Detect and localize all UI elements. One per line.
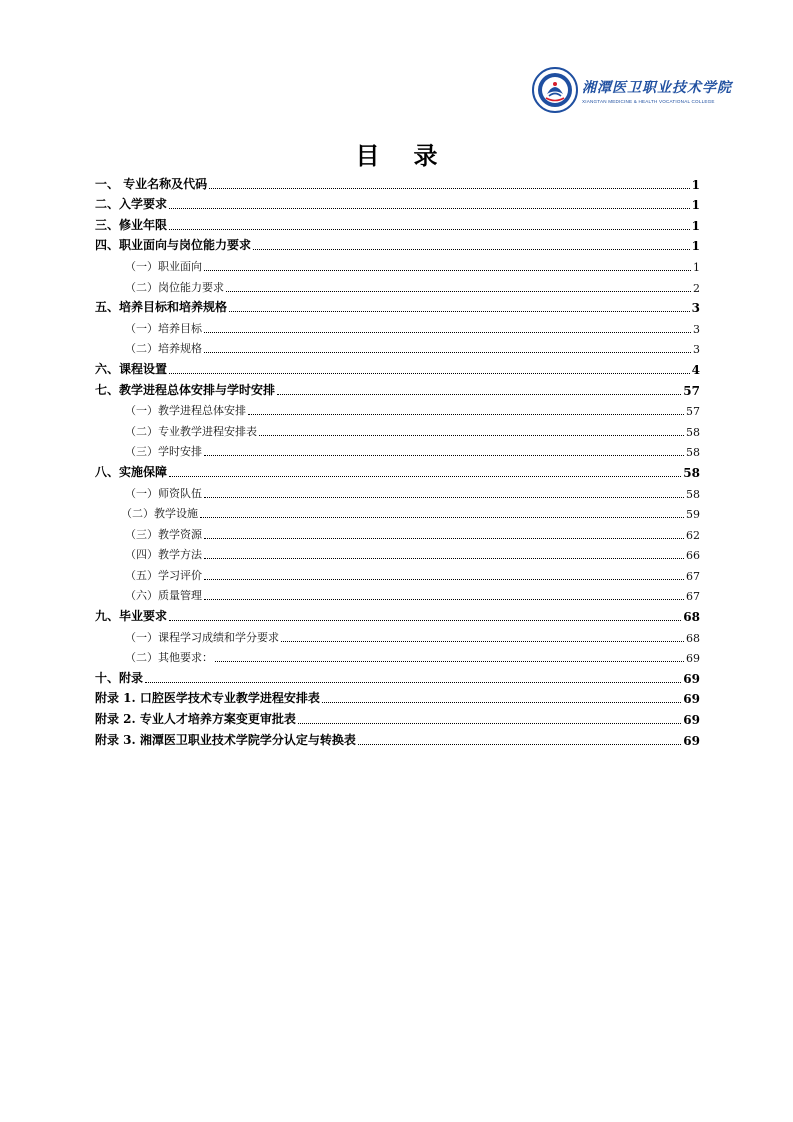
toc-section-entry[interactable] [95,296,700,317]
toc-entry-label: 八、实施保障 [95,464,168,479]
toc-page-number: 4 [691,362,700,377]
school-name-en: XIANGTAN MEDICINE & HEALTH VOCATIONAL COLLEGE [582,98,715,104]
toc-entry-label: 十、附录 [95,670,144,685]
toc-entry-label: （三）学时安排 [125,445,202,459]
toc-dot-leader [169,620,681,621]
toc-section-entry[interactable] [95,193,700,214]
toc-entry-label: 附录 1. 口腔医学技术专业教学进程安排表 [95,691,320,706]
toc-page-number: 1 [691,177,700,192]
toc-section-entry[interactable] [95,378,700,399]
toc-entry-label: （三）教学资源 [125,527,202,541]
toc-entry-label: （二）专业教学进程安排表 [125,424,257,438]
toc-page-number: 62 [686,528,700,542]
toc-page-number: 1 [691,198,700,213]
toc-page-number: 68 [686,631,700,645]
toc-entry-label: 七、教学进程总体安排与学时安排 [95,382,276,397]
toc-entry-label: （一）职业面向 [125,259,202,273]
toc-dot-leader [204,558,684,559]
toc-entry-label: 九、毕业要求 [95,609,168,624]
toc-subsection-entry[interactable] [95,543,700,564]
toc-dot-leader [204,455,684,456]
toc-subsection-entry[interactable] [95,502,700,523]
toc-dot-leader [298,723,681,724]
toc-page-number: 3 [693,343,700,357]
toc-entry-label: 附录 3. 湘潭医卫职业技术学院学分认定与转换表 [95,732,356,747]
toc-page-number: 1 [691,239,700,254]
toc-page-number: 3 [691,301,700,316]
toc-entry-label: （二）岗位能力要求 [125,280,224,294]
toc-dot-leader [204,332,691,333]
toc-entry-label: 四、职业面向与岗位能力要求 [95,238,252,253]
toc-dot-leader [204,579,684,580]
toc-section-entry[interactable] [95,460,700,481]
toc-subsection-entry[interactable] [95,337,700,358]
toc-entry-label: （二）其他要求： [125,651,213,665]
toc-dot-leader [322,702,681,703]
toc-dot-leader [226,291,691,292]
toc-section-entry[interactable] [95,357,700,378]
toc-entry-label: （一）培养目标 [125,321,202,335]
toc-dot-leader [229,311,690,312]
toc-entry-label: （一）教学进程总体安排 [125,404,246,418]
toc-page-number: 66 [686,549,700,563]
toc-page-number: 2 [693,281,700,295]
toc-section-entry[interactable] [95,172,700,193]
toc-section-entry[interactable] [95,687,700,708]
toc-subsection-entry[interactable] [95,563,700,584]
toc-page-number: 69 [686,652,700,666]
toc-page-number: 67 [686,590,700,604]
toc-dot-leader [215,661,684,662]
toc-section-entry[interactable] [95,728,700,749]
toc-section-entry[interactable] [95,234,700,255]
toc-dot-leader [145,682,681,683]
toc-page-number: 57 [683,383,700,398]
toc-entry-label: （一）师资队伍 [125,486,202,500]
toc-section-entry[interactable] [95,666,700,687]
toc-page-number: 1 [693,260,700,274]
toc-dot-leader [204,352,691,353]
toc-section-entry[interactable] [95,707,700,728]
toc-subsection-entry[interactable] [95,584,700,605]
toc-dot-leader [204,497,684,498]
toc-entry-label: （六）质量管理 [125,589,202,603]
toc-page-number: 58 [686,487,700,501]
toc-subsection-entry[interactable] [95,646,700,667]
toc-dot-leader [209,188,689,189]
toc-entry-label: （一）课程学习成绩和学分要求 [125,630,279,644]
toc-subsection-entry[interactable] [95,625,700,646]
toc-dot-leader [253,249,690,250]
toc-page-number: 69 [683,692,700,707]
toc-dot-leader [281,641,684,642]
toc-subsection-entry[interactable] [95,440,700,461]
toc-dot-leader [259,435,684,436]
toc-dot-leader [169,476,681,477]
toc-page-number: 3 [693,322,700,336]
toc-entry-label: 附录 2. 专业人才培养方案变更审批表 [95,712,296,727]
toc-entry-label: （二）培养规格 [125,342,202,356]
toc-page-number: 58 [686,425,700,439]
toc-section-entry[interactable] [95,604,700,625]
toc-subsection-entry[interactable] [95,522,700,543]
toc-page-number: 59 [686,508,700,522]
table-of-contents [95,172,700,749]
toc-dot-leader [248,414,684,415]
toc-dot-leader [204,538,684,539]
toc-dot-leader [169,373,690,374]
toc-entry-label: 五、培养目标和培养规格 [95,300,228,315]
toc-entry-label: （五）学习评价 [125,568,202,582]
toc-page-number: 69 [683,671,700,686]
toc-subsection-entry[interactable] [95,254,700,275]
toc-dot-leader [200,517,684,518]
toc-entry-label: 二、入学要求 [95,197,168,212]
toc-subsection-entry[interactable] [95,316,700,337]
school-logo [532,66,732,114]
toc-page-number: 69 [683,733,700,748]
toc-subsection-entry[interactable] [95,481,700,502]
toc-page-number: 1 [691,218,700,233]
toc-dot-leader [277,394,681,395]
toc-dot-leader [204,270,691,271]
toc-page-number: 69 [683,713,700,728]
toc-dot-leader [204,599,684,600]
toc-page-number: 58 [686,446,700,460]
toc-entry-label: （二）教学设施 [121,507,198,521]
toc-entry-label: 三、修业年限 [95,217,168,232]
school-seal-icon [532,67,578,113]
toc-dot-leader [169,229,690,230]
toc-subsection-entry[interactable] [95,399,700,420]
toc-entry-label: （四）教学方法 [125,548,202,562]
toc-page-number: 68 [683,610,700,625]
page-title: 目录 [355,141,472,170]
toc-dot-leader [169,208,690,209]
toc-subsection-entry[interactable] [95,419,700,440]
school-name-cn: 湘潭医卫职业技术学院 [582,79,732,96]
toc-section-entry[interactable] [95,213,700,234]
toc-page-number: 67 [686,569,700,583]
toc-page-number: 58 [683,465,700,480]
toc-subsection-entry[interactable] [95,275,700,296]
toc-entry-label: 一、 专业名称及代码 [95,176,208,191]
toc-page-number: 57 [686,405,700,419]
toc-dot-leader [358,744,681,745]
toc-entry-label: 六、课程设置 [95,361,168,376]
